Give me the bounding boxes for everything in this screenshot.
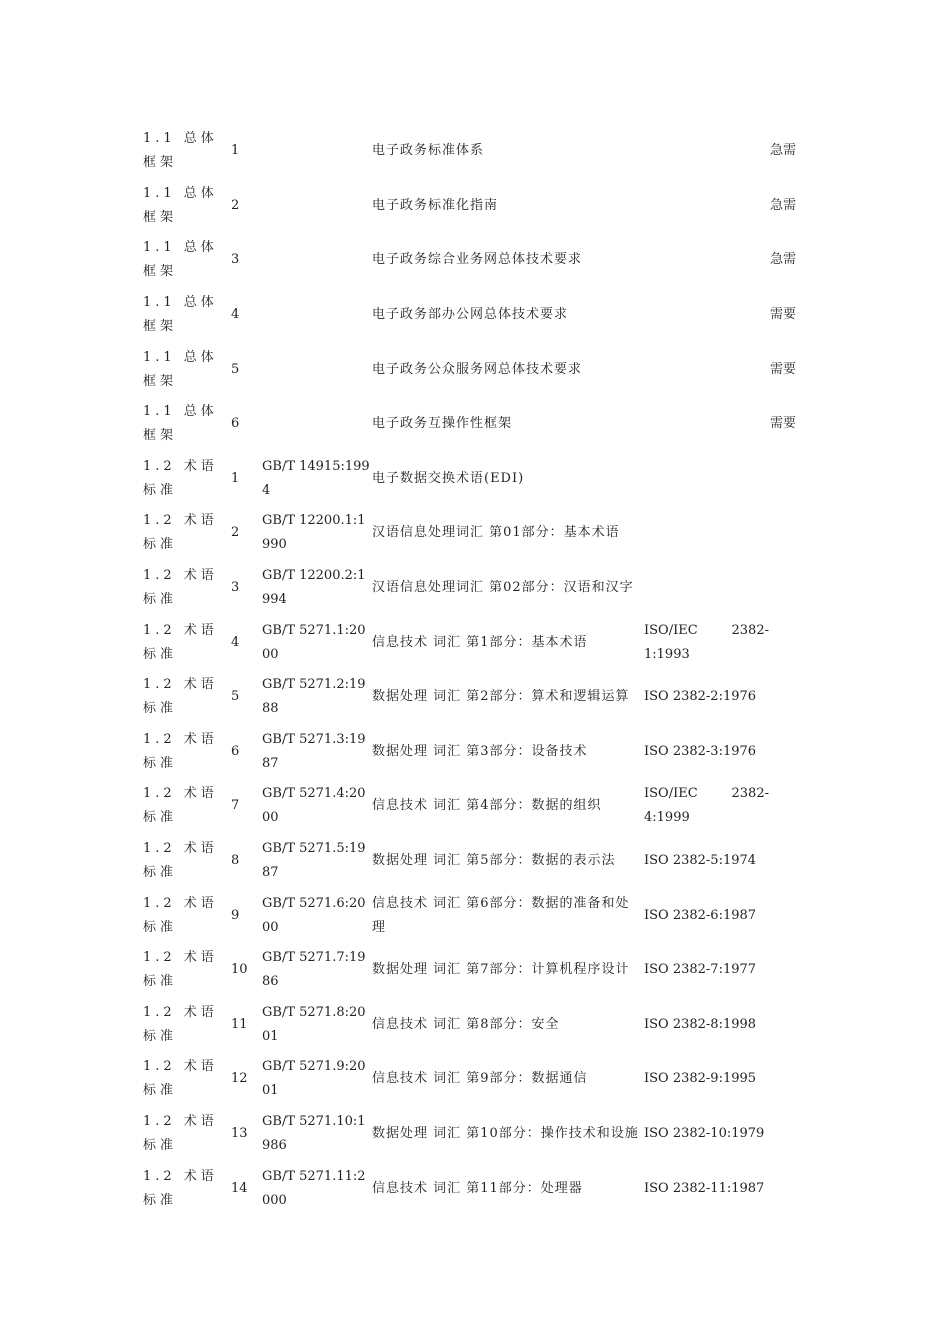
category-cell <box>143 452 231 507</box>
category-cell-text: 1.2 术语标准 <box>143 895 218 935</box>
standard-title-cell-text: 数据处理 词汇 第2部分：算术和逻辑运算 <box>372 689 630 705</box>
priority-cell <box>770 834 830 889</box>
number-cell-text: 8 <box>231 853 240 869</box>
standard-code-cell <box>262 779 372 834</box>
priority-cell <box>770 452 830 507</box>
priority-cell <box>770 179 830 234</box>
standard-title-cell-text: 信息技术 词汇 第1部分：基本术语 <box>372 634 588 650</box>
standards-table <box>143 124 823 1216</box>
number-cell <box>231 1161 261 1216</box>
priority-cell <box>770 1052 830 1107</box>
number-cell-text: 12 <box>231 1071 248 1087</box>
table-row <box>143 943 823 998</box>
number-cell <box>231 943 261 998</box>
standard-title-cell-text: 电子政务互操作性框架 <box>372 416 513 432</box>
category-cell-text: 1.2 术语标准 <box>143 677 218 717</box>
table-row <box>143 397 823 452</box>
standard-code-cell <box>262 288 372 343</box>
number-cell <box>231 670 261 725</box>
standard-code-cell-text: GB/T 5271.1:2000 <box>262 622 366 662</box>
number-cell <box>231 397 261 452</box>
number-cell-text: 14 <box>231 1180 248 1196</box>
standard-title-cell <box>372 615 642 670</box>
category-cell-text: 1.1 总体框架 <box>143 349 218 389</box>
category-cell <box>143 1161 231 1216</box>
number-cell-text: 3 <box>231 580 240 596</box>
number-cell-text: 13 <box>231 1125 248 1141</box>
table-row <box>143 998 823 1053</box>
category-cell-text: 1.1 总体框架 <box>143 240 218 280</box>
standard-code-cell-text: GB/T 12200.2:1994 <box>262 568 366 608</box>
standard-code-cell <box>262 452 372 507</box>
category-cell-text: 1.2 术语标准 <box>143 1059 218 1099</box>
standard-code-cell <box>262 506 372 561</box>
intl-standard-cell <box>644 506 769 561</box>
standard-code-cell-text: GB/T 5271.11:2000 <box>262 1168 366 1208</box>
category-cell-text: 1.2 术语标准 <box>143 568 218 608</box>
number-cell <box>231 725 261 780</box>
number-cell-text: 9 <box>231 907 240 923</box>
category-cell <box>143 615 231 670</box>
category-cell <box>143 397 231 452</box>
standard-title-cell-text: 信息技术 词汇 第6部分：数据的准备和处理 <box>372 895 630 935</box>
standard-code-cell-text: GB/T 5271.3:1987 <box>262 731 366 771</box>
priority-cell <box>770 288 830 343</box>
priority-cell <box>770 506 830 561</box>
category-cell <box>143 233 231 288</box>
number-cell-text: 3 <box>231 252 240 268</box>
number-cell <box>231 452 261 507</box>
category-cell <box>143 288 231 343</box>
priority-cell <box>770 615 830 670</box>
standard-code-cell-text: GB/T 12200.1:1990 <box>262 513 366 553</box>
category-cell <box>143 998 231 1053</box>
priority-cell-text: 需要 <box>770 416 797 432</box>
intl-standard-cell <box>644 943 769 998</box>
number-cell-text: 1 <box>231 470 240 486</box>
table-row <box>143 342 823 397</box>
standard-title-cell-text: 电子数据交换术语(EDI) <box>372 470 525 486</box>
number-cell <box>231 288 261 343</box>
category-cell-text: 1.1 总体框架 <box>143 131 218 171</box>
number-cell-text: 1 <box>231 143 240 159</box>
table-row <box>143 670 823 725</box>
standard-code-cell <box>262 670 372 725</box>
standard-code-cell <box>262 179 372 234</box>
intl-standard-cell <box>644 561 769 616</box>
number-cell <box>231 561 261 616</box>
intl-standard-cell <box>644 725 769 780</box>
standard-title-cell <box>372 561 642 616</box>
priority-cell <box>770 943 830 998</box>
number-cell-text: 10 <box>231 962 248 978</box>
priority-cell-text: 急需 <box>770 197 797 213</box>
intl-standard-cell-text: ISO 2382-2:1976 <box>644 689 757 705</box>
standard-title-cell-text: 数据处理 词汇 第5部分：数据的表示法 <box>372 853 616 869</box>
number-cell <box>231 506 261 561</box>
priority-cell <box>770 1161 830 1216</box>
standard-code-cell <box>262 233 372 288</box>
category-cell <box>143 561 231 616</box>
category-cell <box>143 179 231 234</box>
category-cell <box>143 1107 231 1162</box>
standard-title-cell <box>372 124 642 179</box>
category-cell <box>143 124 231 179</box>
priority-cell <box>770 124 830 179</box>
standard-title-cell <box>372 725 642 780</box>
standard-code-cell <box>262 1161 372 1216</box>
number-cell-text: 5 <box>231 361 240 377</box>
standard-title-cell-text: 电子政务公众服务网总体技术要求 <box>372 361 583 377</box>
priority-cell <box>770 397 830 452</box>
standard-code-cell <box>262 888 372 943</box>
standard-title-cell <box>372 342 642 397</box>
standard-code-cell <box>262 725 372 780</box>
table-row <box>143 779 823 834</box>
table-row <box>143 179 823 234</box>
category-cell-text: 1.2 术语标准 <box>143 458 218 498</box>
number-cell-text: 5 <box>231 689 240 705</box>
number-cell <box>231 615 261 670</box>
number-cell-text: 6 <box>231 743 240 759</box>
table-row <box>143 561 823 616</box>
category-cell-text: 1.2 术语标准 <box>143 950 218 990</box>
standard-title-cell-text: 信息技术 词汇 第11部分：处理器 <box>372 1180 583 1196</box>
number-cell <box>231 779 261 834</box>
standard-code-cell-text: GB/T 5271.6:2000 <box>262 895 366 935</box>
priority-cell <box>770 888 830 943</box>
standard-code-cell-text: GB/T 5271.8:2001 <box>262 1004 366 1044</box>
category-cell-text: 1.2 术语标准 <box>143 513 218 553</box>
number-cell-text: 2 <box>231 525 240 541</box>
standard-title-cell-text: 数据处理 词汇 第7部分：计算机程序设计 <box>372 962 630 978</box>
standard-code-cell-text: GB/T 5271.2:1988 <box>262 677 366 717</box>
table-row <box>143 834 823 889</box>
intl-standard-cell <box>644 288 769 343</box>
standard-title-cell <box>372 670 642 725</box>
standard-title-cell <box>372 779 642 834</box>
category-cell <box>143 834 231 889</box>
standard-code-cell-text: GB/T 5271.4:2000 <box>262 786 366 826</box>
priority-cell-text: 需要 <box>770 307 797 323</box>
priority-cell-text: 急需 <box>770 252 797 268</box>
number-cell-text: 7 <box>231 798 240 814</box>
number-cell <box>231 342 261 397</box>
intl-standard-cell <box>644 1107 769 1162</box>
intl-standard-cell <box>644 342 769 397</box>
intl-standard-cell-text: ISO/IEC 2382-4:1999 <box>644 786 769 826</box>
standard-title-cell <box>372 1107 642 1162</box>
table-row <box>143 233 823 288</box>
priority-cell-text: 急需 <box>770 143 797 159</box>
priority-cell <box>770 342 830 397</box>
number-cell-text: 6 <box>231 416 240 432</box>
standard-code-cell-text: GB/T 14915:1994 <box>262 458 370 498</box>
category-cell <box>143 779 231 834</box>
standard-title-cell <box>372 943 642 998</box>
number-cell <box>231 233 261 288</box>
intl-standard-cell <box>644 452 769 507</box>
intl-standard-cell-text: ISO 2382-11:1987 <box>644 1180 765 1196</box>
standard-code-cell <box>262 124 372 179</box>
standard-title-cell <box>372 1161 642 1216</box>
category-cell <box>143 725 231 780</box>
standard-title-cell-text: 数据处理 词汇 第3部分：设备技术 <box>372 743 588 759</box>
intl-standard-cell-text: ISO 2382-7:1977 <box>644 962 757 978</box>
category-cell-text: 1.2 术语标准 <box>143 731 218 771</box>
number-cell <box>231 1052 261 1107</box>
standard-code-cell <box>262 998 372 1053</box>
intl-standard-cell <box>644 615 769 670</box>
standard-title-cell-text: 信息技术 词汇 第9部分：数据通信 <box>372 1071 588 1087</box>
standard-code-cell <box>262 397 372 452</box>
standard-title-cell-text: 汉语信息处理词汇 第02部分：汉语和汉字 <box>372 580 634 596</box>
standard-title-cell-text: 电子政务标准化指南 <box>372 197 499 213</box>
standard-code-cell <box>262 615 372 670</box>
category-cell <box>143 943 231 998</box>
standard-title-cell-text: 信息技术 词汇 第8部分：安全 <box>372 1016 560 1032</box>
table-row <box>143 124 823 179</box>
priority-cell <box>770 779 830 834</box>
category-cell <box>143 1052 231 1107</box>
intl-standard-cell <box>644 124 769 179</box>
table-row <box>143 452 823 507</box>
standard-title-cell <box>372 233 642 288</box>
category-cell-text: 1.2 术语标准 <box>143 786 218 826</box>
table-row <box>143 888 823 943</box>
category-cell <box>143 506 231 561</box>
standard-title-cell-text: 汉语信息处理词汇 第01部分：基本术语 <box>372 525 620 541</box>
standard-code-cell-text: GB/T 5271.9:2001 <box>262 1059 366 1099</box>
standard-code-cell-text: GB/T 5271.10:1986 <box>262 1113 366 1153</box>
intl-standard-cell-text: ISO 2382-10:1979 <box>644 1125 765 1141</box>
table-row <box>143 506 823 561</box>
intl-standard-cell-text: ISO 2382-3:1976 <box>644 743 757 759</box>
standard-code-cell <box>262 834 372 889</box>
category-cell-text: 1.2 术语标准 <box>143 841 218 881</box>
standard-title-cell-text: 数据处理 词汇 第10部分：操作技术和设施 <box>372 1125 639 1141</box>
intl-standard-cell-text: ISO/IEC 2382-1:1993 <box>644 622 769 662</box>
intl-standard-cell-text: ISO 2382-5:1974 <box>644 853 757 869</box>
category-cell <box>143 888 231 943</box>
category-cell-text: 1.1 总体框架 <box>143 404 218 444</box>
number-cell <box>231 888 261 943</box>
table-row <box>143 288 823 343</box>
number-cell <box>231 1107 261 1162</box>
intl-standard-cell <box>644 834 769 889</box>
standard-title-cell <box>372 288 642 343</box>
standard-title-cell <box>372 888 642 943</box>
number-cell-text: 2 <box>231 197 240 213</box>
standard-title-cell <box>372 506 642 561</box>
number-cell-text: 4 <box>231 634 240 650</box>
intl-standard-cell <box>644 1161 769 1216</box>
number-cell <box>231 998 261 1053</box>
intl-standard-cell <box>644 397 769 452</box>
category-cell <box>143 342 231 397</box>
standard-title-cell <box>372 834 642 889</box>
intl-standard-cell <box>644 888 769 943</box>
standard-title-cell <box>372 179 642 234</box>
table-row <box>143 1052 823 1107</box>
standard-title-cell-text: 电子政务部办公网总体技术要求 <box>372 307 569 323</box>
number-cell <box>231 834 261 889</box>
priority-cell <box>770 233 830 288</box>
category-cell-text: 1.2 术语标准 <box>143 622 218 662</box>
standard-title-cell <box>372 1052 642 1107</box>
number-cell <box>231 124 261 179</box>
table-row <box>143 1107 823 1162</box>
intl-standard-cell <box>644 779 769 834</box>
table-row <box>143 725 823 780</box>
category-cell <box>143 670 231 725</box>
intl-standard-cell-text: ISO 2382-9:1995 <box>644 1071 757 1087</box>
intl-standard-cell-text: ISO 2382-6:1987 <box>644 907 757 923</box>
priority-cell <box>770 561 830 616</box>
standard-title-cell-text: 电子政务综合业务网总体技术要求 <box>372 252 583 268</box>
standard-code-cell <box>262 342 372 397</box>
standard-title-cell <box>372 998 642 1053</box>
number-cell-text: 4 <box>231 307 240 323</box>
category-cell-text: 1.2 术语标准 <box>143 1004 218 1044</box>
intl-standard-cell <box>644 998 769 1053</box>
standard-title-cell-text: 信息技术 词汇 第4部分：数据的组织 <box>372 798 602 814</box>
standard-code-cell-text: GB/T 5271.7:1986 <box>262 950 366 990</box>
standard-code-cell-text: GB/T 5271.5:1987 <box>262 841 366 881</box>
standard-title-cell <box>372 452 642 507</box>
intl-standard-cell <box>644 179 769 234</box>
intl-standard-cell <box>644 670 769 725</box>
category-cell-text: 1.1 总体框架 <box>143 185 218 225</box>
standard-code-cell <box>262 1107 372 1162</box>
standard-code-cell <box>262 1052 372 1107</box>
intl-standard-cell <box>644 1052 769 1107</box>
intl-standard-cell-text: ISO 2382-8:1998 <box>644 1016 757 1032</box>
standard-title-cell <box>372 397 642 452</box>
priority-cell <box>770 725 830 780</box>
standard-code-cell <box>262 943 372 998</box>
standard-title-cell-text: 电子政务标准体系 <box>372 143 485 159</box>
category-cell-text: 1.1 总体框架 <box>143 295 218 335</box>
priority-cell <box>770 998 830 1053</box>
category-cell-text: 1.2 术语标准 <box>143 1168 218 1208</box>
number-cell-text: 11 <box>231 1016 248 1032</box>
standard-code-cell <box>262 561 372 616</box>
category-cell-text: 1.2 术语标准 <box>143 1113 218 1153</box>
table-row <box>143 1161 823 1216</box>
number-cell <box>231 179 261 234</box>
priority-cell <box>770 1107 830 1162</box>
intl-standard-cell <box>644 233 769 288</box>
priority-cell-text: 需要 <box>770 361 797 377</box>
priority-cell <box>770 670 830 725</box>
table-row <box>143 615 823 670</box>
